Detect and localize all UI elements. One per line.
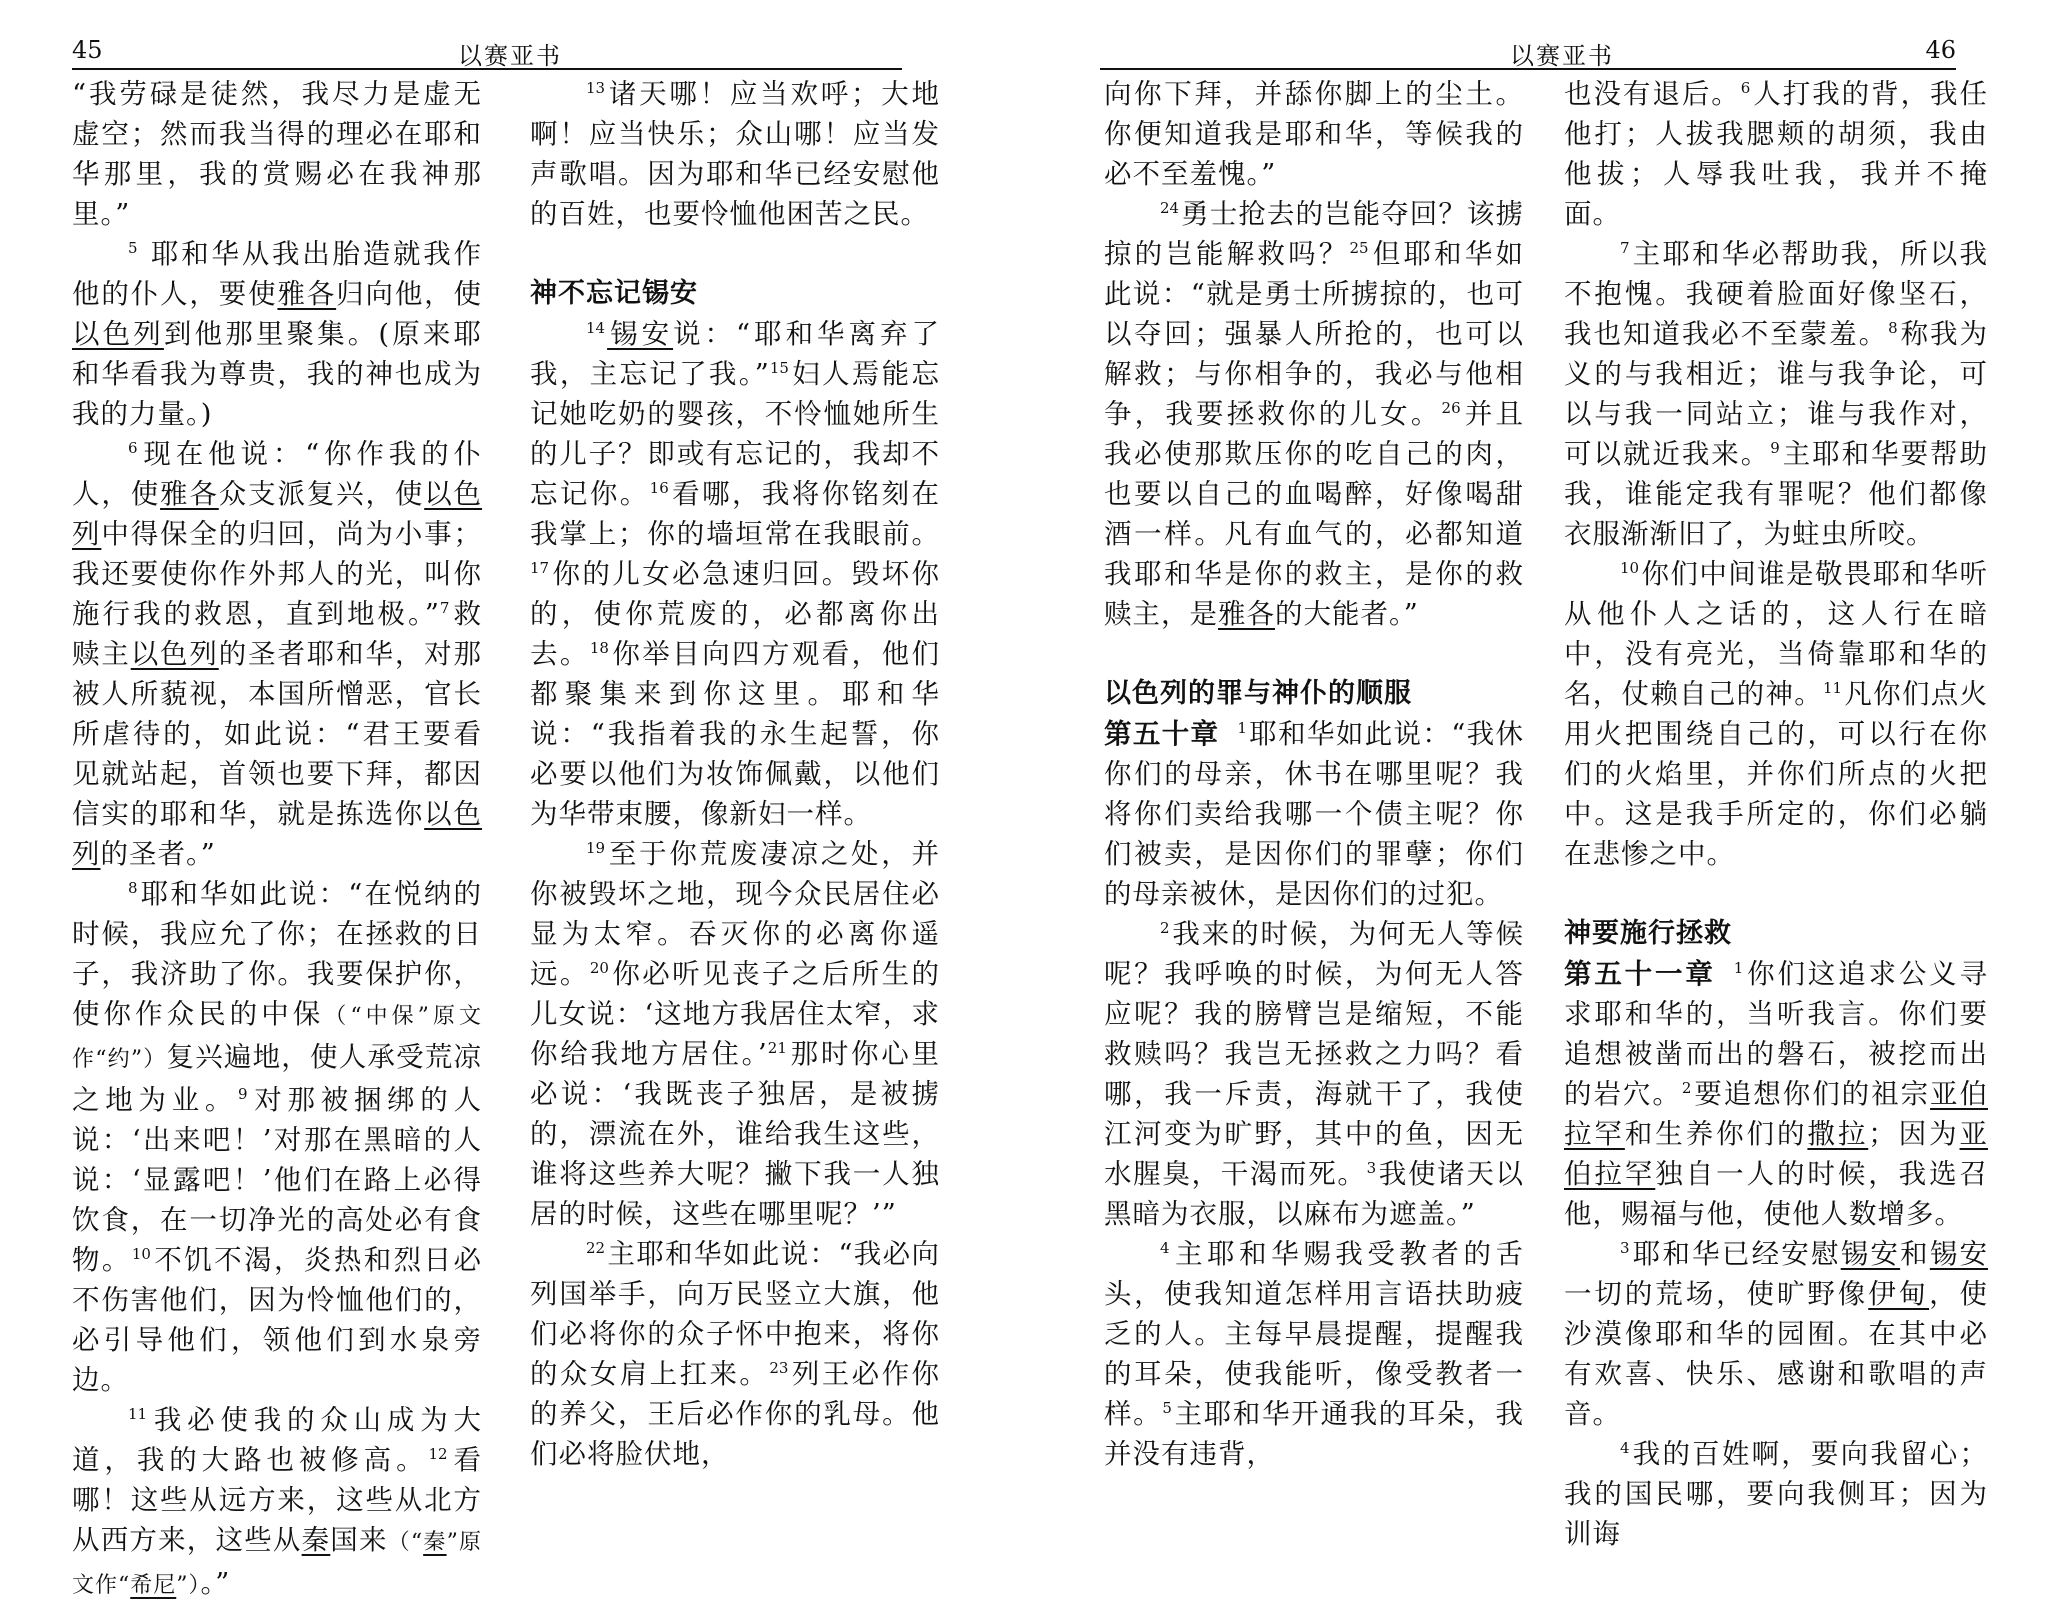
paragraph: $^{22}$主耶和华如此说：“我必向列国举手，向万民竖立大旗，他们必将你的众子怀中抱来，将你的众女肩上扛来。$^{23}$列王必作你的养父，王后必作你的乳母。他们必将脸伏地，	[530, 1238, 941, 1470]
verse-number: 11	[128, 1405, 148, 1423]
verse-number: 6	[128, 439, 138, 457]
verse-number: 21	[767, 1039, 787, 1057]
proper-name: 以色列	[72, 318, 164, 350]
running-title: 以赛亚书	[458, 42, 562, 70]
paragraph: 第五十一章 $^1$你们这追求公义寻求耶和华的，当听我言。你们要追想被凿而出的磐石，被挖而出的岩穴。$^2$要追想你们的祖宗亚伯拉罕和生养你们的撒拉；因为亚伯拉罕独自一人的时候，我选召他，赐福与他，使他人数增多。	[1564, 958, 1989, 1230]
proper-name: 雅各	[277, 278, 337, 310]
paragraph: $^5$ 耶和华从我出胎造就我作他的仆人，要使雅各归向他，使以色列到他那里聚集。(原来耶和华看我为尊贵，我的神也成为我的力量。)	[72, 238, 483, 430]
verse-number: 22	[586, 1239, 606, 1257]
proper-name: 雅各	[160, 478, 219, 510]
paragraph: $^4$主耶和华赐我受教者的舌头，使我知道怎样用言语扶助疲乏的人。主每早晨提醒，提醒我的耳朵，使我能听，像受教者一样。$^5$主耶和华开通我的耳朵，我并没有违背，	[1104, 1238, 1525, 1470]
verse-number: 25	[1349, 239, 1369, 257]
left-page-header	[72, 28, 902, 70]
verse-number: 8	[128, 879, 138, 897]
verse-number: 16	[649, 479, 669, 497]
right-column-2	[1564, 74, 1988, 1554]
paragraph: $^{14}$锡安说：“耶和华离弃了我，主忘记了我。”$^{15}$妇人焉能忘记她吃奶的婴孩，不怜恤她所生的儿子？即或有忘记的，我却不忘记你。$^{16}$看哪，我将你铭刻在我掌上；你的墙垣常在我眼前。$^{17}$你的儿女必急速归回。毁坏你的，使你荒废的，必都离你出去。$^{18}$你举目向四方观看，他们都聚集来到你这里。耶和华说：“我指着我的永生起誓，你必要以他们为妆饰佩戴，以他们为华带束腰，像新妇一样。	[530, 318, 941, 830]
left-page	[0, 0, 1024, 1599]
verse-number: 10	[1620, 559, 1640, 577]
paragraph: 向你下拜，并舔你脚上的尘土。你便知道我是耶和华，等候我的必不至羞愧。”	[1104, 78, 1524, 190]
verse-number: 26	[1441, 399, 1461, 417]
paragraph: 第五十章 $^1$耶和华如此说：“我休你们的母亲，休书在哪里呢？我将你们卖给我哪一个债主呢？你们被卖，是因你们的罪孽；你们的母亲被休，是因你们的过犯。	[1104, 718, 1525, 910]
proper-name: 雅各	[1218, 598, 1275, 630]
chapter-label: 第五十章	[1104, 718, 1220, 750]
verse-number: 23	[769, 1359, 789, 1377]
verse-number: 12	[428, 1445, 448, 1463]
paragraph: $^{13}$诸天哪！应当欢呼；大地啊！应当快乐；众山哪！应当发声歌唱。因为耶和华已经安慰他的百姓，也要怜恤他困苦之民。	[530, 78, 940, 230]
verse-number: 1	[1733, 959, 1744, 977]
verse-number: 19	[586, 839, 606, 857]
paragraph: $^7$主耶和华必帮助我，所以我不抱愧。我硬着脸面好像坚石，我也知道我必不至蒙羞。$^8$称我为义的与我相近；谁与我争论，可以与我一同站立；谁与我作对，可以就近我来。$^9$主耶和华要帮助我，谁能定我有罪呢？他们都像衣服渐渐旧了，为蛀虫所咬。	[1564, 238, 1989, 550]
translator-note: （“秦”原文作“希尼”）	[72, 1530, 483, 1598]
page-number: 46	[1925, 36, 1956, 64]
proper-name: 锡安	[1929, 1238, 1989, 1270]
running-title: 以赛亚书	[1510, 42, 1614, 70]
proper-name: 以色列	[130, 638, 219, 670]
verse-number: 1	[1237, 719, 1247, 737]
verse-number: 9	[1770, 439, 1780, 457]
translator-note: （“中保”原文作“约”）	[72, 1004, 483, 1072]
verse-number: 11	[1823, 679, 1843, 697]
verse-number: 9	[238, 1085, 248, 1103]
paragraph: $^{24}$勇士抢去的岂能夺回？该掳掠的岂能解救吗？$^{25}$但耶和华如此说：“就是勇士所掳掠的，也可以夺回；强暴人所抢的，也可以解救；与你相争的，我必与他相争，我要拯救你的儿女。$^{26}$并且我必使那欺压你的吃自己的肉，也要以自己的血喝醉，好像喝甜酒一样。凡有血气的，必都知道我耶和华是你的救主，是你的救赎主，是雅各的大能者。”	[1104, 198, 1525, 630]
paragraph: $^4$我的百姓啊，要向我留心；我的国民哪，要向我侧耳；因为训诲	[1564, 1438, 1988, 1550]
chapter-label: 第五十一章	[1564, 958, 1716, 990]
verse-number: 5	[1162, 1399, 1172, 1417]
proper-name: 撒拉	[1807, 1118, 1869, 1150]
paragraph: $^6$现在他说：“你作我的仆人，使雅各众支派复兴，使以色列中得保全的归回，尚为小事；我还要使你作外邦人的光，叫你施行我的救恩，直到地极。”$^7$救赎主以色列的圣者耶和华，对那被人所藐视，本国所憎恶，官长所虐待的，如此说：“君王要看见就站起，首领也要下拜，都因信实的耶和华，就是拣选你以色列的圣者。”	[72, 438, 483, 870]
paragraph: “我劳碌是徒然，我尽力是虚无虚空；然而我当得的理必在耶和华那里，我的赏赐必在我神那里。”	[72, 78, 482, 230]
left-column-2	[530, 74, 940, 1474]
verse-number: 10	[131, 1245, 151, 1263]
verse-number: 7	[439, 599, 450, 617]
verse-number: 4	[1160, 1239, 1170, 1257]
verse-number: 8	[1888, 319, 1898, 337]
section-heading: 以色列的罪与神仆的顺服	[1104, 678, 1412, 709]
left-column-1	[72, 74, 482, 1606]
right-column-1	[1104, 74, 1524, 1474]
proper-name: 伊甸	[1868, 1278, 1930, 1310]
verse-number: 13	[586, 79, 606, 97]
paragraph: 也没有退后。$^6$人打我的背，我任他打；人拔我腮颊的胡须，我由他拔；人辱我吐我，我并不掩面。	[1564, 78, 1988, 230]
paragraph: $^2$我来的时候，为何无人等候呢？我呼唤的时候，为何无人答应呢？我的膀臂岂是缩短，不能救赎吗？我岂无拯救之力吗？看哪，我一斥责，海就干了，我使江河变为旷野，其中的鱼，因无水腥臭，干渴而死。$^3$我使诸天以黑暗为衣服，以麻布为遮盖。”	[1104, 918, 1525, 1230]
verse-number: 6	[1740, 79, 1751, 97]
proper-name: 亚伯拉罕	[1564, 1078, 1989, 1150]
verse-number: 4	[1620, 1439, 1630, 1457]
right-page	[1024, 0, 2048, 1550]
verse-number: 2	[1681, 1079, 1692, 1097]
verse-number: 2	[1160, 919, 1170, 937]
verse-number: 5	[128, 239, 138, 257]
verse-number: 15	[769, 359, 789, 377]
verse-number: 7	[1620, 239, 1630, 257]
proper-name: 亚伯拉罕	[1564, 1118, 1989, 1190]
section-heading: 神不忘记锡安	[530, 278, 698, 309]
verse-number: 24	[1160, 199, 1180, 217]
paragraph: $^8$耶和华如此说：“在悦纳的时候，我应允了你；在拯救的日子，我济助了你。我要保护你，使你作众民的中保（“中保”原文作“约”）复兴遍地，使人承受荒凉之地为业。$^9$对那被捆绑的人说：‘出来吧！’对那在黑暗的人说：‘显露吧！’他们在路上必得饮食，在一切净光的高处必有食物。$^{10}$不饥不渴，炎热和烈日必不伤害他们，因为怜恤他们的，必引导他们，领他们到水泉旁边。	[72, 878, 483, 1396]
verse-number: 17	[530, 559, 550, 577]
proper-name: 秦	[301, 1524, 331, 1556]
paragraph: $^{11}$我必使我的众山成为大道，我的大路也被修高。$^{12}$看哪！这些从远方来，这些从北方从西方来，这些从秦国来（“秦”原文作“希尼”）。”	[72, 1404, 483, 1599]
verse-number: 18	[589, 639, 609, 657]
verse-number: 3	[1366, 1159, 1377, 1177]
verse-number: 14	[586, 319, 606, 337]
right-page-header	[1100, 28, 1956, 70]
section-heading: 神要施行拯救	[1564, 918, 1732, 949]
proper-name: 以色列	[72, 478, 483, 550]
verse-number: 3	[1620, 1239, 1630, 1257]
proper-name: 锡安	[1840, 1238, 1901, 1270]
paragraph: $^{19}$至于你荒废凄凉之处，并你被毁坏之地，现今众民居住必显为太窄。吞灭你的必离你遥远。$^{20}$你必听见丧子之后所生的儿女说：‘这地方我居住太窄，求你给我地方居住。’$^{21}$那时你心里必说：‘我既丧子独居，是被掳的，漂流在外，谁给我生这些，谁将这些养大呢？撇下我一人独居的时候，这些在哪里呢？’”	[530, 838, 941, 1230]
paragraph: $^3$耶和华已经安慰锡安和锡安一切的荒场，使旷野像伊甸，使沙漠像耶和华的园囿。在其中必有欢喜、快乐、感谢和歌唱的声音。	[1564, 1238, 1989, 1430]
page-number: 45	[72, 36, 103, 64]
proper-name: 以色列	[72, 798, 483, 870]
proper-name: 锡安	[607, 318, 674, 350]
verse-number: 20	[589, 959, 609, 977]
paragraph: $^{10}$你们中间谁是敬畏耶和华听从他仆人之话的，这人行在暗中，没有亮光，当倚靠耶和华的名，仗赖自己的神。$^{11}$凡你们点火用火把围绕自己的，可以行在你们的火焰里，并你们所点的火把中。这是我手所定的，你们必躺在悲惨之中。	[1564, 558, 1989, 870]
